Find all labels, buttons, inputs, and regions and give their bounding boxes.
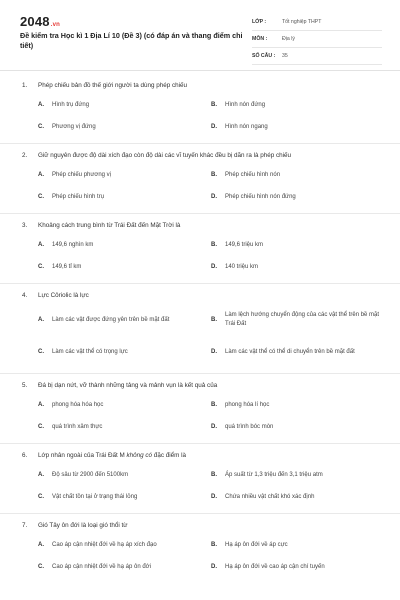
question-text-emphasis: không có	[126, 452, 153, 459]
question-stem	[0, 218, 400, 234]
option-c[interactable]	[38, 336, 206, 368]
option-letter: D.	[211, 349, 217, 355]
option-letter: D.	[211, 564, 217, 570]
option-d[interactable]	[211, 556, 381, 578]
question-number: 2.	[22, 152, 28, 159]
option-text: quá trình xâm thực	[52, 423, 103, 430]
question-divider	[0, 443, 400, 444]
option-text: Làm lệch hướng chuyển động của các vật thể trên bề mặt Trái Đất	[225, 312, 380, 327]
option-text: Phép chiếu phương vị	[52, 171, 111, 178]
question-1	[0, 78, 400, 144]
option-row	[0, 116, 400, 138]
question-4	[0, 288, 400, 374]
option-letter: C.	[38, 564, 44, 570]
option-row	[0, 486, 400, 508]
header-divider	[0, 70, 400, 71]
option-text: Độ sâu từ 2900 đến 5100km	[52, 471, 129, 478]
option-letter: B.	[211, 102, 217, 108]
meta-row-count	[252, 48, 382, 65]
question-text: Lực Côriolic là lực	[38, 292, 89, 299]
option-letter: C.	[38, 124, 44, 130]
option-letter: B.	[211, 402, 217, 408]
option-b[interactable]	[211, 304, 381, 336]
option-letter: C.	[38, 264, 44, 270]
option-letter: A.	[38, 402, 44, 408]
option-a[interactable]	[38, 534, 206, 556]
option-d[interactable]	[211, 256, 381, 278]
question-divider	[0, 143, 400, 144]
option-c[interactable]	[38, 556, 206, 578]
option-a[interactable]	[38, 164, 206, 186]
meta-row-subject	[252, 31, 382, 48]
option-row	[0, 556, 400, 578]
option-text: 149,6 tỉ km	[52, 263, 82, 270]
option-text: 140 triệu km	[225, 263, 259, 270]
question-6	[0, 448, 400, 514]
question-text-before: Lớp nhân ngoài của Trái Đất M	[38, 452, 127, 459]
option-a[interactable]	[38, 94, 206, 116]
option-row	[0, 394, 400, 416]
option-row	[0, 164, 400, 186]
option-b[interactable]	[211, 534, 381, 556]
option-d[interactable]	[211, 336, 381, 368]
question-text-after: đặc điểm là	[152, 452, 187, 459]
option-letter: B.	[211, 242, 217, 248]
option-row	[0, 464, 400, 486]
question-7	[0, 518, 400, 578]
question-stem	[0, 288, 400, 304]
question-5	[0, 378, 400, 444]
option-c[interactable]	[38, 416, 206, 438]
option-b[interactable]	[211, 394, 381, 416]
option-letter: D.	[211, 264, 217, 270]
option-text: Làm các vật thể có trọng lực	[52, 348, 128, 355]
question-list	[0, 78, 400, 578]
option-text: Làm các vật được đứng yên trên bề mặt đất	[52, 316, 170, 323]
option-c[interactable]	[38, 116, 206, 138]
option-text: Chứa nhiều vật chất khó xác định	[225, 493, 315, 500]
meta-value: 35	[282, 53, 288, 59]
option-letter: C.	[38, 349, 44, 355]
question-number: 4.	[22, 292, 28, 299]
option-text: Cao áp cận nhiệt đới về hạ áp ôn đới	[52, 563, 151, 570]
option-letter: D.	[211, 124, 217, 130]
option-text: Hình trụ đứng	[52, 101, 90, 108]
option-text: Hình nón đứng	[225, 101, 266, 108]
question-divider	[0, 373, 400, 374]
option-text: Phương vị đứng	[52, 123, 96, 130]
question-text: Gió Tây ôn đới là loại gió thổi từ	[38, 522, 128, 529]
question-number: 7.	[22, 522, 28, 529]
meta-value: Tốt nghiệp THPT	[282, 19, 322, 25]
option-text: Vật chất tồn tại ở trạng thái lỏng	[52, 493, 138, 500]
option-text: Phép chiếu hình nón đứng	[225, 193, 296, 200]
question-number: 6.	[22, 452, 28, 459]
option-letter: B.	[211, 172, 217, 178]
option-text: quá trình bóc mòn	[225, 423, 274, 430]
meta-label: SỐ CÂU :	[252, 53, 276, 59]
question-stem	[0, 78, 400, 94]
option-text: Làm các vật thể có thể di chuyển trên bề mặt đất	[225, 348, 355, 355]
option-a[interactable]	[38, 394, 206, 416]
question-3	[0, 218, 400, 284]
question-number: 5.	[22, 382, 28, 389]
document-meta	[252, 14, 382, 65]
option-a[interactable]	[38, 304, 206, 336]
option-letter: D.	[211, 424, 217, 430]
option-row	[0, 256, 400, 278]
option-letter: A.	[38, 472, 44, 478]
option-letter: B.	[211, 472, 217, 478]
option-c[interactable]	[38, 256, 206, 278]
option-letter: C.	[38, 424, 44, 430]
question-stem	[0, 448, 400, 464]
option-text: Phép chiếu hình nón	[225, 171, 281, 178]
option-b[interactable]	[211, 94, 381, 116]
question-stem	[0, 518, 400, 534]
option-letter: B.	[211, 317, 217, 323]
question-text: Đá bị dạn nứt, vỡ thành những tảng và mảnh vụn là kết quả của	[38, 382, 218, 389]
option-letter: D.	[211, 494, 217, 500]
option-text: Hạ áp ôn đới về cao áp cận chí tuyến	[225, 563, 325, 570]
option-a[interactable]	[38, 464, 206, 486]
option-b[interactable]	[211, 164, 381, 186]
option-c[interactable]	[38, 186, 206, 208]
question-divider	[0, 513, 400, 514]
option-letter: C.	[38, 494, 44, 500]
question-text: Khoảng cách trung bình từ Trái Đất đến Mặt Trời là	[38, 222, 181, 229]
option-letter: D.	[211, 194, 217, 200]
option-row	[0, 416, 400, 438]
question-text: Giữ nguyên được độ dài xích đạo còn độ dài các vĩ tuyến khác đều bị dãn ra là phép chiếu	[38, 152, 292, 159]
question-stem	[0, 148, 400, 164]
option-c[interactable]	[38, 486, 206, 508]
option-b[interactable]	[211, 234, 381, 256]
site-logo[interactable]	[20, 14, 60, 29]
question-number: 1.	[22, 82, 28, 89]
option-text: 149,6 triệu km	[225, 241, 264, 248]
question-divider	[0, 283, 400, 284]
option-text: Áp suất từ 1,3 triệu đến 3,1 triệu atm	[225, 471, 323, 478]
option-row	[0, 234, 400, 256]
option-letter: A.	[38, 102, 44, 108]
meta-label: LỚP :	[252, 19, 267, 25]
meta-row-class	[252, 14, 382, 31]
option-letter: A.	[38, 317, 44, 323]
option-text: phong hóa hóa học	[52, 401, 104, 408]
option-letter: C.	[38, 194, 44, 200]
option-text: phong hóa lí học	[225, 401, 270, 408]
meta-value: Địa lý	[282, 36, 295, 42]
option-d[interactable]	[211, 416, 381, 438]
option-text: Hạ áp ôn đới về áp cực	[225, 541, 288, 548]
option-a[interactable]	[38, 234, 206, 256]
option-text: Hình nón ngang	[225, 123, 268, 130]
logo-suffix: .vn	[50, 22, 61, 28]
option-d[interactable]	[211, 186, 381, 208]
option-row	[0, 94, 400, 116]
question-text	[38, 452, 378, 459]
option-text: Cao áp cận nhiệt đới về hạ áp xích đạo	[52, 541, 157, 548]
option-row	[0, 186, 400, 208]
document-header	[0, 0, 400, 68]
document-title: Đề kiểm tra Học kì 1 Địa Lí 10 (Đề 3) (có đáp án và thang điểm chi tiết)	[20, 31, 243, 50]
option-row	[0, 534, 400, 556]
option-letter: A.	[38, 542, 44, 548]
question-text: Phép chiếu bản đồ thế giới người ta dùng phép chiếu	[38, 82, 188, 89]
question-stem	[0, 378, 400, 394]
option-row	[0, 304, 400, 336]
option-d[interactable]	[211, 116, 381, 138]
question-2	[0, 148, 400, 214]
question-number: 3.	[22, 222, 28, 229]
option-letter: B.	[211, 542, 217, 548]
option-letter: A.	[38, 172, 44, 178]
option-letter: A.	[38, 242, 44, 248]
option-row	[0, 336, 400, 368]
meta-label: MÔN :	[252, 36, 268, 42]
option-text: 149,6 nghìn km	[52, 241, 94, 248]
option-d[interactable]	[211, 486, 381, 508]
option-text: Phép chiếu hình trụ	[52, 193, 105, 200]
question-divider	[0, 213, 400, 214]
logo-main: 2048	[20, 14, 50, 29]
option-b[interactable]	[211, 464, 381, 486]
